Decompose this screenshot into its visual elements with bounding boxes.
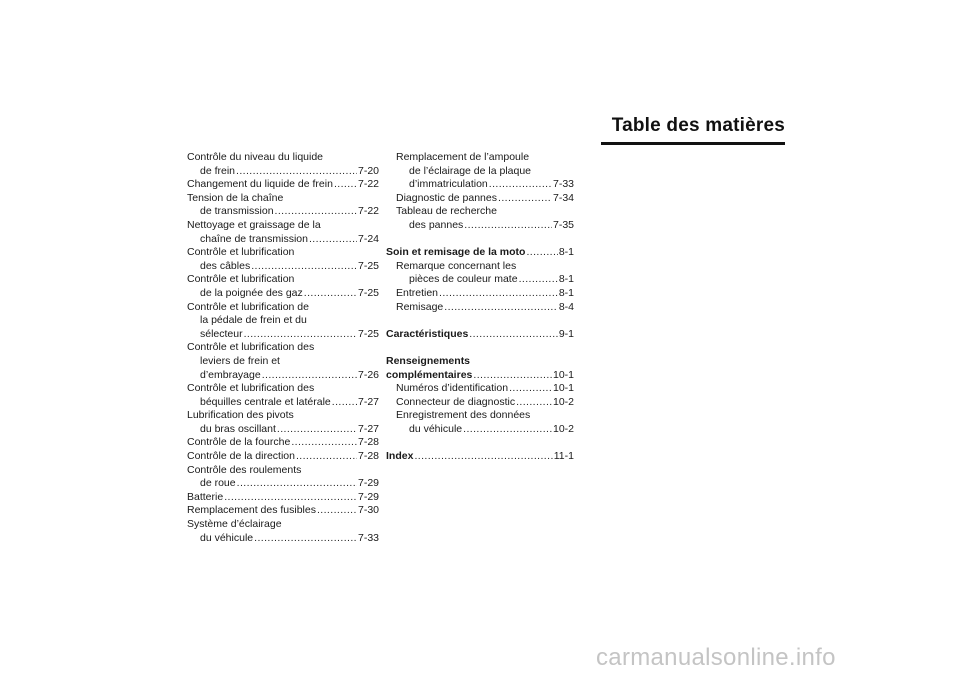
toc-entry-text: Renseignements (386, 354, 471, 367)
toc-page-number: 8-1 (558, 286, 574, 299)
toc-page-number: 8-4 (558, 300, 574, 313)
toc-page-number: 10-1 (552, 382, 574, 395)
toc-column-right (386, 151, 574, 464)
toc-dot-leader (463, 219, 552, 233)
toc-entry-title: Index (386, 450, 414, 463)
toc-entry[interactable] (187, 246, 379, 273)
toc-page-number: 7-29 (357, 490, 379, 503)
toc-entry-title: de roue (200, 477, 236, 490)
toc-entry-title: Changement du liquide de frein (187, 178, 333, 191)
toc-entry-text: de l’éclairage de la plaque (409, 164, 532, 177)
toc-entry-text: Remplacement de l’ampoule (396, 151, 530, 163)
toc-dot-leader (333, 178, 357, 192)
toc-entry[interactable] (187, 518, 379, 545)
toc-page-number: 10-1 (552, 368, 574, 381)
toc-entry[interactable] (386, 396, 574, 410)
toc-entry-title: de frein (200, 164, 236, 177)
toc-entry-text: Contrôle et lubrification des (187, 341, 315, 354)
toc-entry-text: leviers de frein et (200, 354, 280, 367)
toc-page-number: 7-34 (552, 191, 574, 204)
toc-entry-text: Contrôle et lubrification (187, 246, 295, 259)
toc-page-number: 7-26 (357, 368, 379, 381)
toc-dot-leader (308, 233, 357, 247)
toc-page-number: 7-30 (357, 504, 379, 517)
toc-dot-leader (261, 369, 357, 383)
toc-page-number: 7-29 (357, 477, 379, 490)
toc-entry[interactable] (386, 301, 574, 315)
toc-dot-leader (295, 450, 357, 464)
toc-dot-leader (236, 477, 357, 491)
toc-entry[interactable] (187, 382, 379, 409)
toc-entry[interactable] (386, 260, 574, 287)
toc-entry-text: Contrôle et lubrification (187, 273, 295, 286)
toc-entry[interactable] (386, 151, 574, 192)
toc-entry[interactable] (386, 328, 574, 342)
toc-page-number: 10-2 (552, 422, 574, 435)
toc-page-number: 7-28 (357, 450, 379, 463)
toc-entry-title: des câbles (200, 259, 251, 272)
toc-entry[interactable] (187, 178, 379, 192)
toc-entry[interactable] (187, 301, 379, 342)
toc-gap (386, 314, 574, 328)
toc-dot-leader (515, 396, 552, 410)
toc-dot-leader (518, 273, 558, 287)
toc-entry[interactable] (187, 341, 379, 382)
toc-page-number: 8-1 (558, 246, 574, 259)
toc-dot-leader (413, 450, 552, 464)
toc-column-left (187, 151, 379, 545)
toc-entry[interactable] (187, 464, 379, 491)
toc-entry-title: d’embrayage (200, 368, 261, 381)
toc-entry[interactable] (386, 205, 574, 232)
toc-gap (386, 233, 574, 247)
toc-entry-title: de transmission (200, 205, 274, 218)
toc-dot-leader (525, 246, 557, 260)
toc-page-number: 7-20 (357, 164, 379, 177)
toc-entry-text: Remarque concernant les (396, 259, 517, 272)
toc-page-number: 7-22 (357, 178, 379, 191)
toc-page-number: 7-28 (357, 436, 379, 449)
toc-page-number: 7-35 (552, 218, 574, 231)
toc-page-number: 7-27 (357, 395, 379, 408)
toc-page-number: 7-25 (357, 327, 379, 340)
toc-entry-text: Tension de la chaîne (187, 191, 284, 204)
toc-entry-title: Entretien (396, 286, 439, 299)
toc-entry-text: Tableau de recherche (396, 205, 497, 218)
toc-dot-leader (497, 192, 552, 206)
toc-entry-title: Remisage (396, 300, 444, 313)
toc-entry-text: Lubrification des pivots (187, 409, 294, 422)
toc-entry[interactable] (187, 491, 379, 505)
toc-entry-title: chaîne de transmission (200, 232, 308, 245)
toc-entry[interactable] (187, 219, 379, 246)
toc-dot-leader (276, 423, 357, 437)
toc-entry-text: Enregistrement des données (396, 409, 531, 422)
toc-page-number: 7-33 (357, 531, 379, 544)
toc-page-number: 7-33 (552, 178, 574, 191)
toc-entry-text: Contrôle du niveau du liquide (187, 151, 324, 163)
toc-gap (386, 341, 574, 355)
toc-entry[interactable] (386, 287, 574, 301)
toc-page-number: 8-1 (558, 273, 574, 286)
toc-entry[interactable] (386, 355, 574, 382)
toc-page-number: 9-1 (558, 327, 574, 340)
toc-entry-title: béquilles centrale et latérale (200, 395, 331, 408)
toc-entry[interactable] (386, 382, 574, 396)
toc-page-number: 7-25 (357, 286, 379, 299)
title-rule (601, 142, 785, 145)
toc-entry-text: Contrôle et lubrification des (187, 382, 315, 395)
toc-entry[interactable] (386, 450, 574, 464)
toc-entry-title: Contrôle de la fourche (187, 436, 291, 449)
toc-entry-title: de la poignée des gaz (200, 286, 303, 299)
toc-entry-title: Caractéristiques (386, 327, 469, 340)
toc-dot-leader (250, 260, 357, 274)
toc-page-number: 10-2 (552, 395, 574, 408)
toc-dot-leader (508, 382, 552, 396)
toc-dot-leader (331, 396, 357, 410)
toc-entry[interactable] (386, 409, 574, 436)
toc-entry-title: Diagnostic de pannes (396, 191, 497, 204)
toc-page-number: 7-24 (357, 232, 379, 245)
toc-page-number: 7-22 (357, 205, 379, 218)
toc-entry-title: du véhicule (200, 531, 254, 544)
toc-entry-title: Soin et remisage de la moto (386, 246, 526, 259)
toc-dot-leader (438, 287, 558, 301)
toc-entry-text: Nettoyage et graissage de la (187, 218, 321, 231)
toc-entry-title: Numéros d’identification (396, 382, 509, 395)
toc-entry-title: Contrôle de la direction (187, 450, 295, 463)
toc-entry-text: Contrôle et lubrification de (187, 300, 309, 313)
toc-entry-text: la pédale de frein et du (200, 314, 307, 327)
toc-entry-title: d’immatriculation (409, 178, 488, 191)
toc-entry-title: Remplacement des fusibles (187, 504, 316, 517)
toc-entry[interactable] (187, 436, 379, 450)
toc-dot-leader (303, 287, 357, 301)
toc-dot-leader (468, 328, 558, 342)
toc-dot-leader (488, 178, 552, 192)
toc-entry-title: du véhicule (409, 422, 463, 435)
toc-page-number: 7-27 (357, 422, 379, 435)
toc-dot-leader (472, 369, 552, 383)
toc-entry-title: complémentaires (386, 368, 473, 381)
toc-entry[interactable] (187, 151, 379, 178)
toc-page-number: 7-25 (357, 259, 379, 272)
toc-entry-title: pièces de couleur mate (409, 273, 518, 286)
toc-entry-title: Connecteur de diagnostic (396, 395, 516, 408)
toc-entry-text: Contrôle des roulements (187, 463, 302, 476)
toc-entry-title: sélecteur (200, 327, 243, 340)
toc-dot-leader (235, 165, 357, 179)
toc-dot-leader (253, 532, 357, 546)
toc-entry-text: Système d’éclairage (187, 518, 282, 531)
watermark: carmanualsonline.info (596, 644, 836, 671)
page-title: Table des matières (611, 115, 785, 136)
toc-dot-leader (443, 301, 558, 315)
toc-entry[interactable] (187, 273, 379, 300)
toc-dot-leader (274, 205, 357, 219)
toc-entry-title: du bras oscillant (200, 422, 276, 435)
toc-dot-leader (462, 423, 552, 437)
toc-entry[interactable] (187, 450, 379, 464)
toc-entry[interactable] (187, 192, 379, 219)
toc-entry[interactable] (386, 246, 574, 260)
toc-entry[interactable] (187, 504, 379, 518)
toc-entry-title: Batterie (187, 490, 224, 503)
toc-dot-leader (316, 504, 357, 518)
toc-page-number: 11-1 (553, 450, 574, 463)
toc-entry[interactable] (386, 192, 574, 206)
toc-entry-title: des pannes (409, 218, 464, 231)
toc-entry[interactable] (187, 409, 379, 436)
toc-dot-leader (290, 436, 357, 450)
toc-gap (386, 436, 574, 450)
toc-dot-leader (243, 328, 357, 342)
toc-dot-leader (223, 491, 357, 505)
